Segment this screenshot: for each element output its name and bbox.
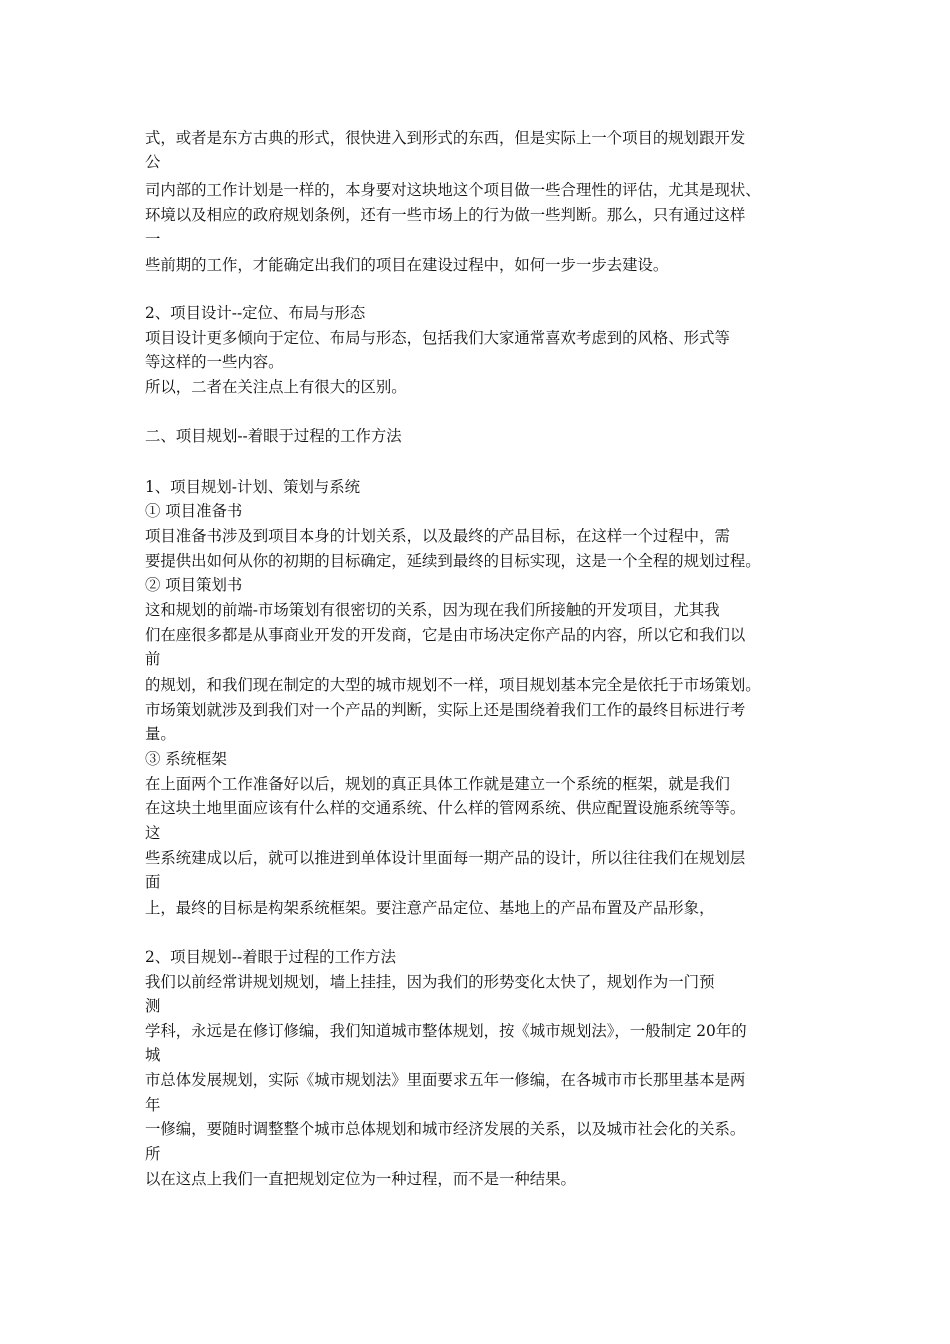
text-line: 这 [145, 824, 161, 842]
text-line: 城 [145, 1046, 161, 1064]
text-line: 式，或者是东方古典的形式，很快进入到形式的东西，但是实际上一个项目的规划跟开发 [145, 129, 746, 147]
text-line: 所以，二者在关注点上有很大的区别。 [145, 378, 407, 396]
text-line: 在这块土地里面应该有什么样的交通系统、什么样的管网系统、供应配置设施系统等等。 [145, 799, 746, 817]
text-line: 市场策划就涉及到我们对一个产品的判断，实际上还是围绕着我们工作的最终目标进行考 [145, 701, 746, 719]
section-heading: 2、项目规划--着眼于过程的工作方法 [145, 948, 397, 966]
text-line: 测 [145, 997, 161, 1015]
text-line: 司内部的工作计划是一样的，本身要对这块地这个项目做一些合理性的评估，尤其是现状、 [145, 181, 761, 199]
text-line: 要提供出如何从你的初期的目标确定，延续到最终的目标实现，这是一个全程的规划过程。 [145, 552, 761, 570]
text-line: 量。 [145, 725, 176, 743]
text-line: 我们以前经常讲规划规划，墙上挂挂，因为我们的形势变化太快了，规划作为一门预 [145, 973, 715, 991]
section-heading: 2、项目设计--定位、布局与形态 [145, 304, 366, 322]
section-heading: 二、项目规划--着眼于过程的工作方法 [145, 427, 402, 445]
text-line: 些系统建成以后，就可以推进到单体设计里面每一期产品的设计，所以往往我们在规划层 [145, 849, 746, 867]
text-line: 面 [145, 873, 161, 891]
section-heading: 1、项目规划-计划、策划与系统 [145, 478, 361, 496]
text-line: 市总体发展规划，实际《城市规划法》里面要求五年一修编，在各城市市长那里基本是两 [145, 1071, 746, 1089]
text-line: 以在这点上我们一直把规划定位为一种过程，而不是一种结果。 [145, 1170, 576, 1188]
text-line: 些前期的工作，才能确定出我们的项目在建设过程中，如何一步一步去建设。 [145, 256, 669, 274]
text-line: 这和规划的前端-市场策划有很密切的关系，因为现在我们所接触的开发项目，尤其我 [145, 601, 720, 619]
text-line: 环境以及相应的政府规划条例，还有一些市场上的行为做一些判断。那么，只有通过这样 [145, 206, 746, 224]
sub-heading: ② 项目策划书 [145, 576, 243, 594]
sub-heading: ③ 系统框架 [145, 750, 227, 768]
text-line: 上，最终的目标是构架系统框架。要注意产品定位、基地上的产品布置及产品形象， [145, 899, 715, 917]
text-line: 年 [145, 1096, 161, 1114]
text-line: 项目设计更多倾向于定位、布局与形态，包括我们大家通常喜欢考虑到的风格、形式等 [145, 329, 730, 347]
text-line: 学科，永远是在修订修编，我们知道城市整体规划，按《城市规划法》，一般制定 20年的 [145, 1022, 747, 1040]
text-line: 在上面两个工作准备好以后，规划的真正具体工作就是建立一个系统的框架，就是我们 [145, 775, 730, 793]
text-line: 一 [145, 230, 161, 248]
sub-heading: ① 项目准备书 [145, 502, 243, 520]
text-line: 前 [145, 650, 161, 668]
text-line: 项目准备书涉及到项目本身的计划关系，以及最终的产品目标，在这样一个过程中，需 [145, 527, 730, 545]
text-line: 所 [145, 1145, 161, 1163]
text-line: 的规划，和我们现在制定的大型的城市规划不一样，项目规划基本完全是依托于市场策划。 [145, 676, 761, 694]
text-line: 一修编，要随时调整整个城市总体规划和城市经济发展的关系，以及城市社会化的关系。 [145, 1120, 746, 1138]
text-line: 公 [145, 153, 161, 171]
text-line: 们在座很多都是从事商业开发的开发商，它是由市场决定你产品的内容，所以它和我们以 [145, 626, 746, 644]
text-line: 等这样的一些内容。 [145, 353, 284, 371]
